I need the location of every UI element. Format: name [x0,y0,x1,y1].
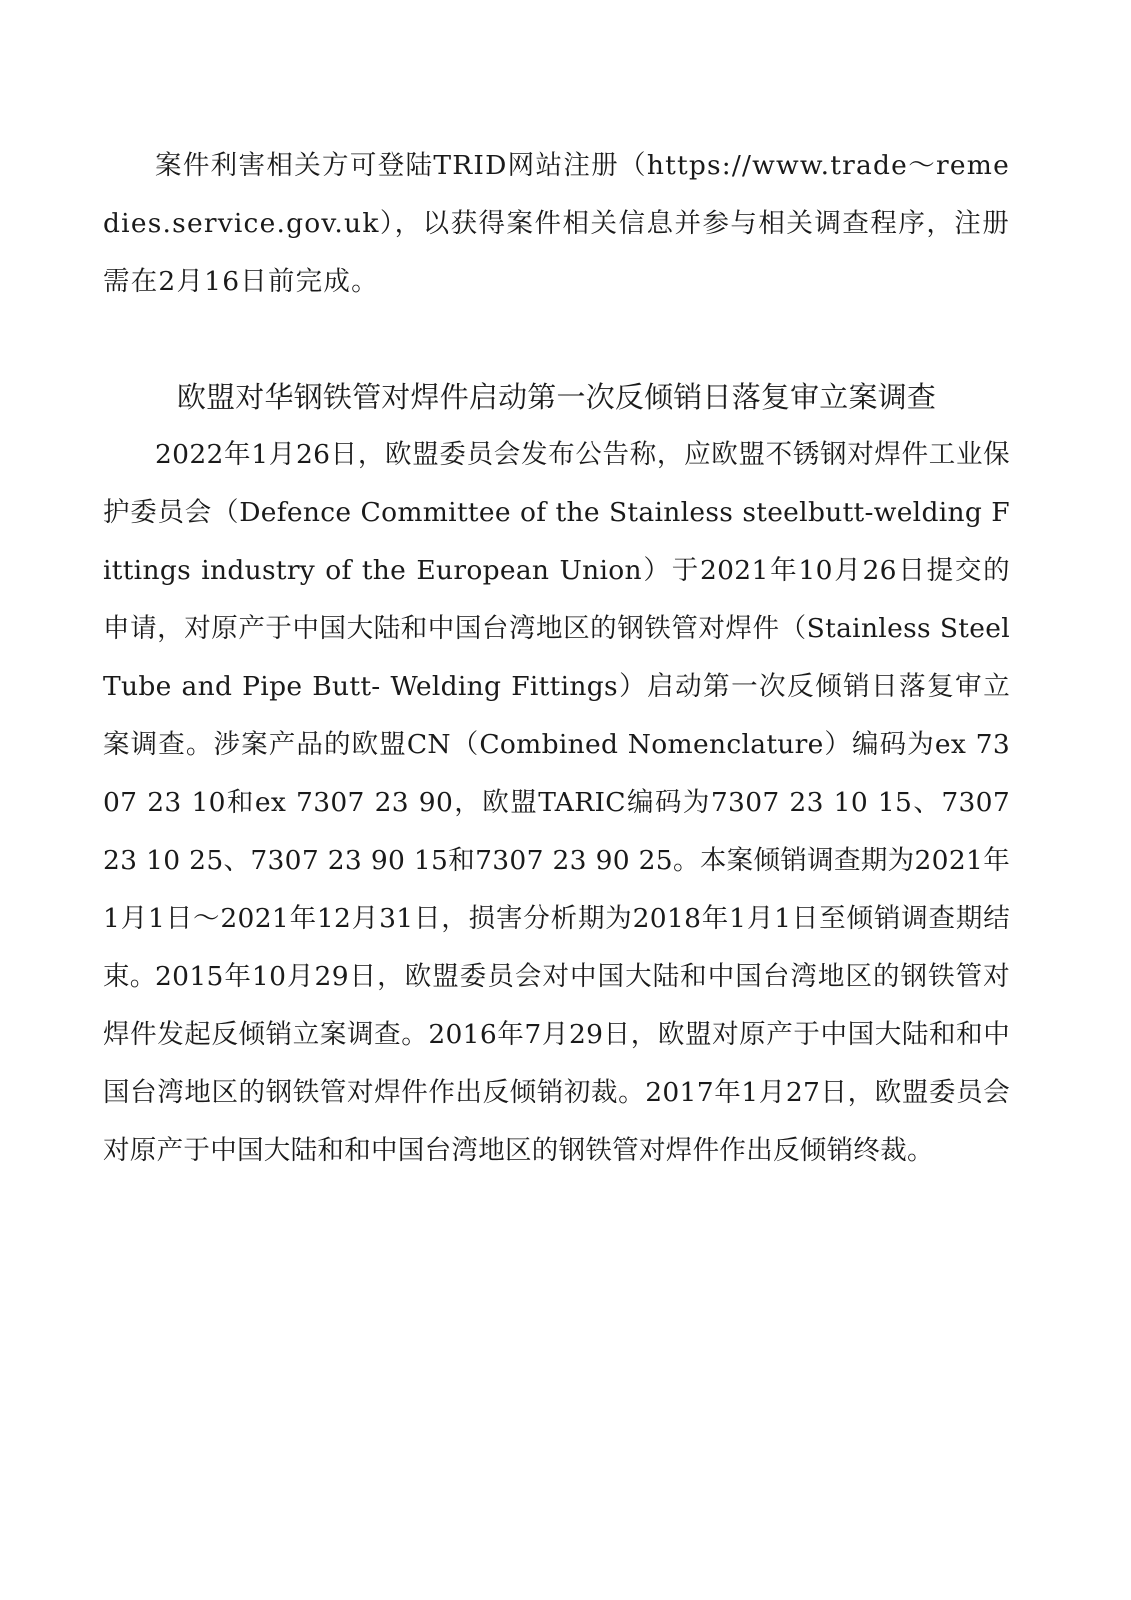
registration-paragraph: 案件利害相关方可登陆TRID网站注册（https://www.trade～remedies.service.gov.uk），以获得案件相关信息并参与相关调查程序，注册需在2月16日前完成。 [103,150,1010,297]
announcement-paragraph: 2022年1月26日，欧盟委员会发布公告称，应欧盟不锈钢对焊件工业保护委员会（Defence Committee of the Stainless steelbutt-welding Fittings industry of the European Union）于2021年10月26日提交的申请，对原产于中国大陆和中国台湾地区的钢铁管对焊件（Stainless Steel Tube and Pipe Butt- Welding Fittings）启动第一次反倾销日落复审立案调查。涉案产品的欧盟CN（Combined Nomenclature）编码为ex 7307 23 10和ex 7307 23 90，欧盟TARIC编码为7307 23 10 15、7307 23 10 25、7307 23 90 15和7307 23 90 25。本案倾销调查期为2021年1月1日～2021年12月31日，损害分析期为2018年1月1日至倾销调查期结束。 [103,439,1010,992]
section-title: 欧盟对华钢铁管对焊件启动第一次反倾销日落复审立案调查 [176,380,937,414]
history-paragraph: 2015年10月29日，欧盟委员会对中国大陆和中国台湾地区的钢铁管对焊件发起反倾销立案调查。2016年7月29日，欧盟对原产于中国大陆和和中国台湾地区的钢铁管对焊件作出反倾销初裁。2017年1月27日，欧盟委员会对原产于中国大陆和和中国台湾地区的钢铁管对焊件作出反倾销终裁。 [103,961,1010,1166]
